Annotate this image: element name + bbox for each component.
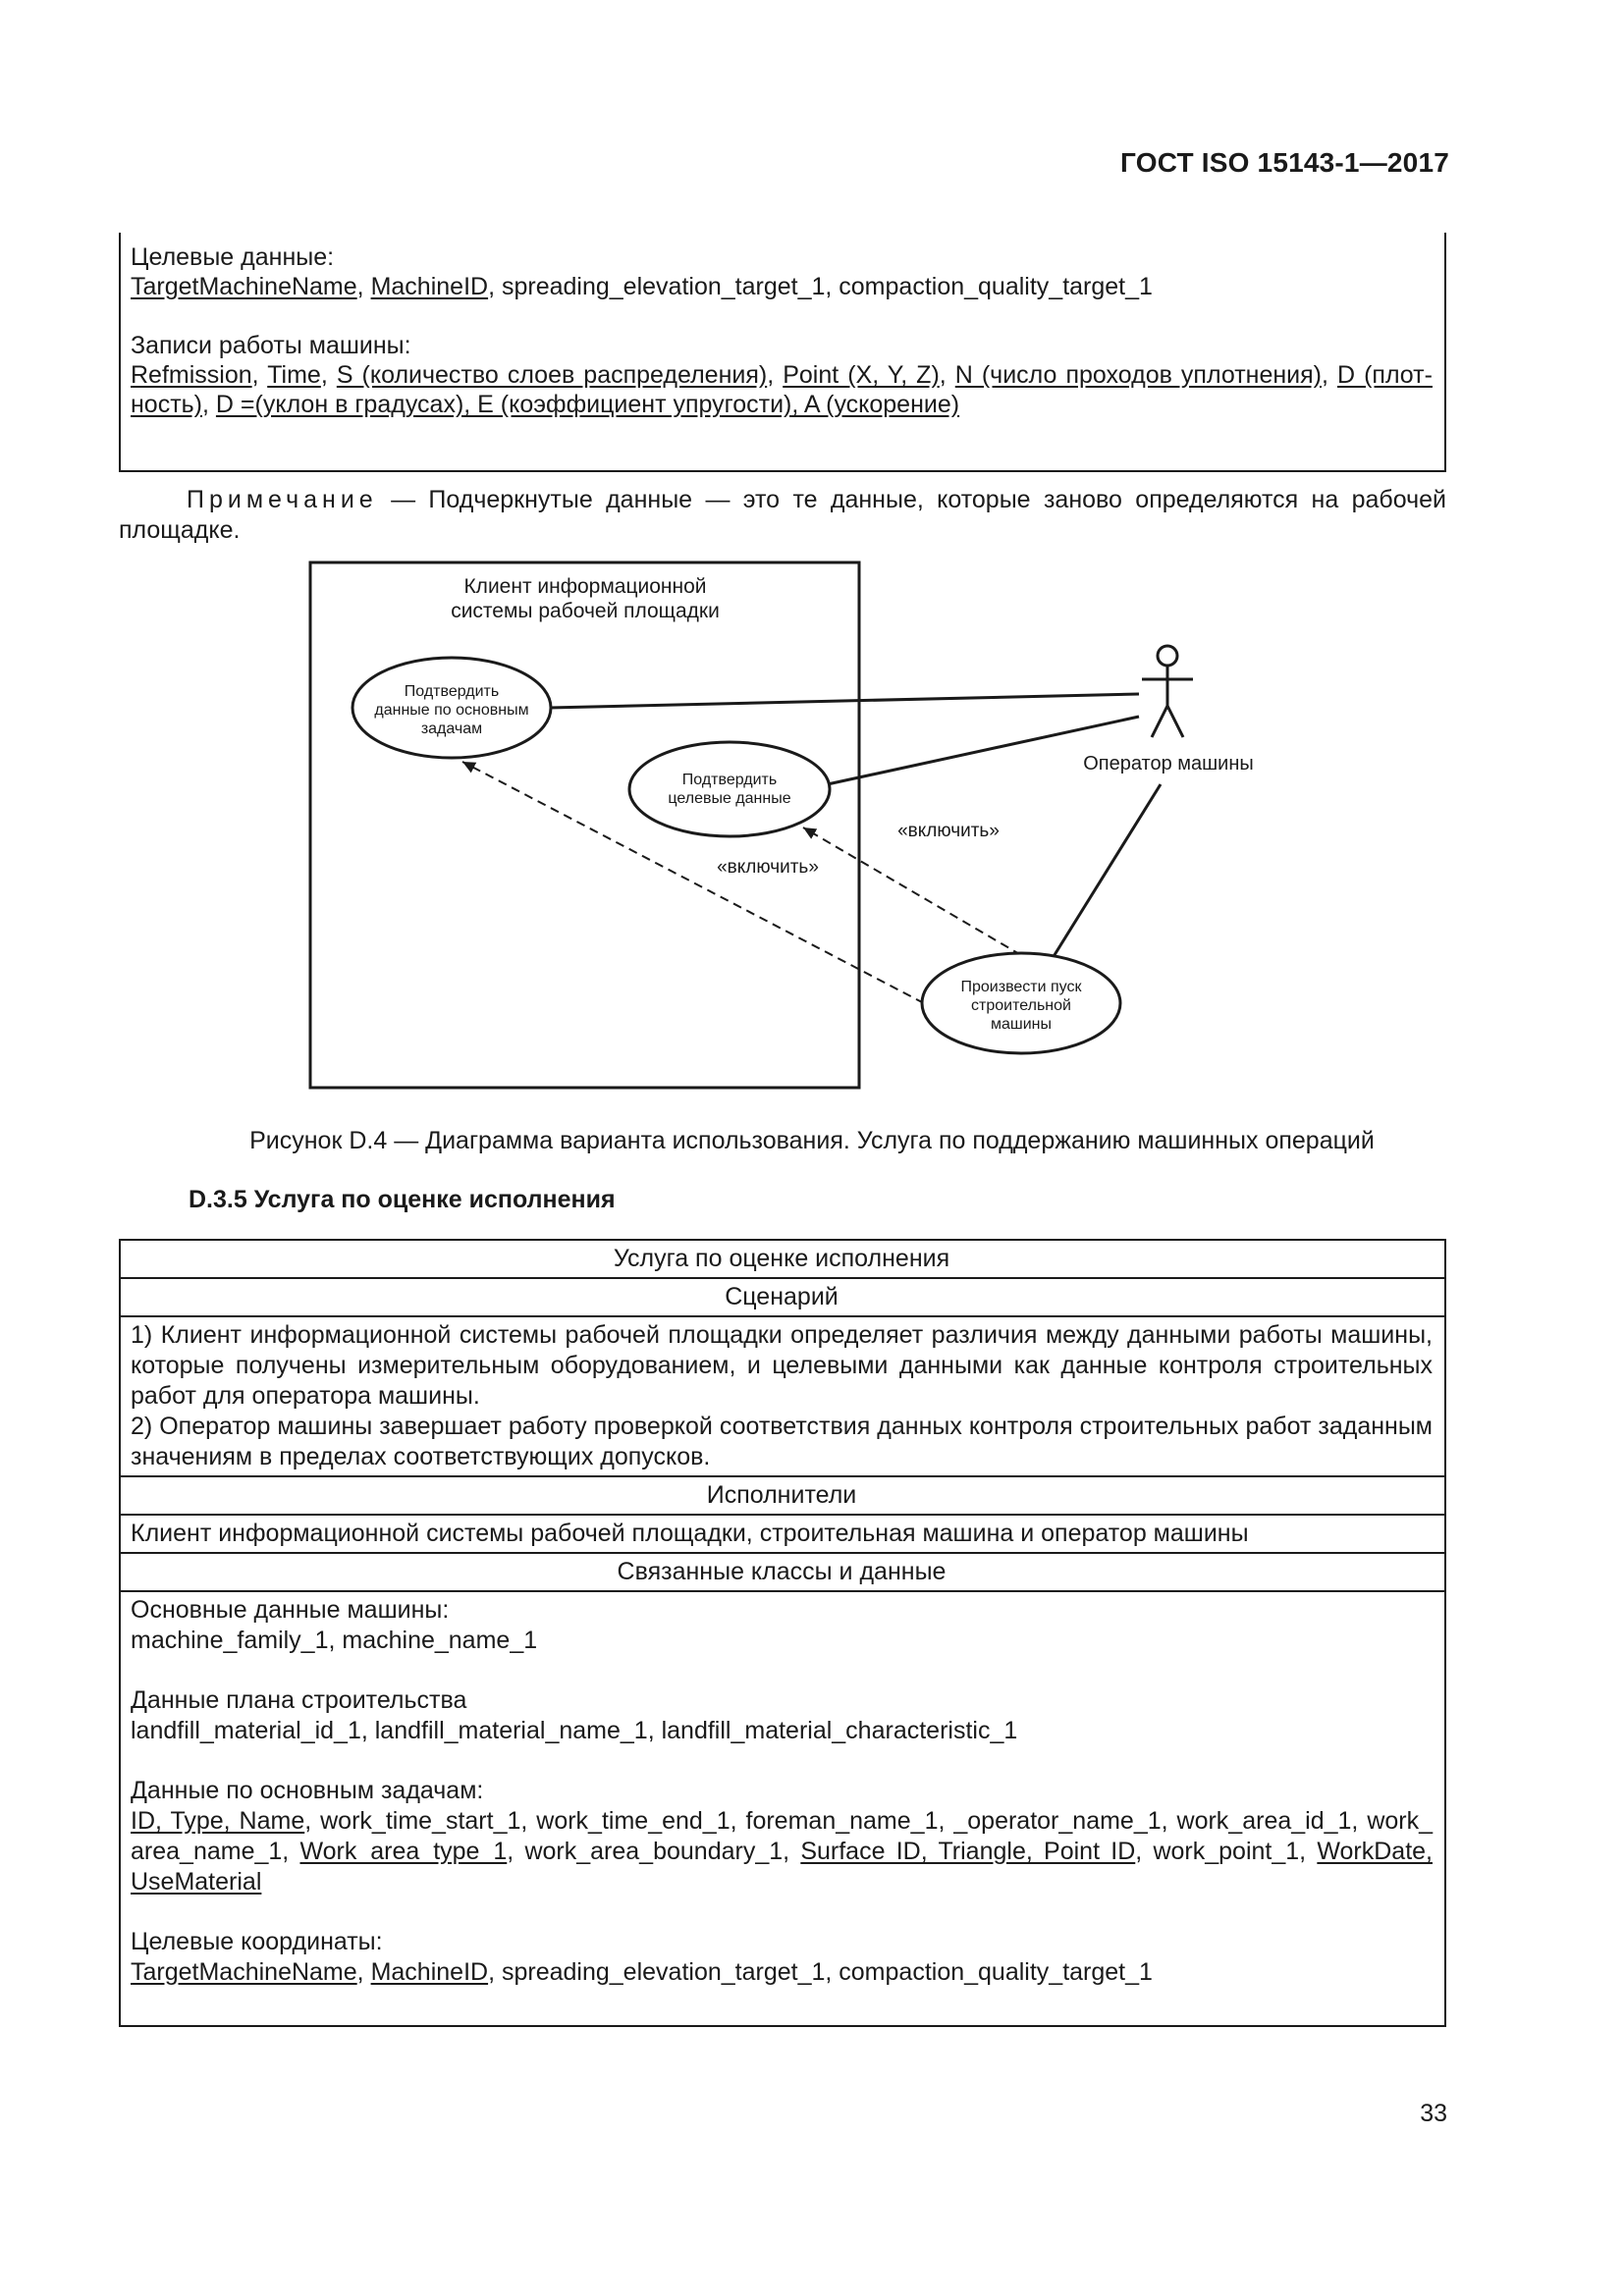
task-data-label: Данные по основным задачам: [131, 1777, 484, 1804]
scenario-header: Сценарий [120, 1278, 1445, 1316]
uc2-line1: Подтвердить [681, 772, 778, 788]
basic-data-label: Основные данные машины: [131, 1596, 450, 1624]
uc1-line2: данные по основным [374, 702, 529, 719]
uc2-line2: целевые данные [668, 790, 791, 807]
system-title-line2: системы рабочей площадки [451, 600, 720, 622]
actors-header: Исполнители [120, 1476, 1445, 1515]
association-line-1 [549, 694, 1139, 708]
include-arrow-2 [803, 828, 1021, 955]
classes-header: Связанные классы и данные [120, 1553, 1445, 1591]
note-text: — Подчеркнутые данные — это те данные, которые заново определяются на рабочей площадке. [119, 486, 1446, 544]
scenario-step-2: 2) Оператор машины завершает работу проверкой соответствия данных контроля строительных работ заданным значениям в пределах соответствующих допусков. [131, 1413, 1433, 1470]
plan-data-label: Данные плана строительства [131, 1686, 467, 1714]
uc3-line1: Произвести пуск [960, 979, 1082, 995]
machine-records-label: Записи работы машины: [131, 332, 411, 359]
system-title-line1: Клиент информационной [463, 575, 707, 598]
uc3-line3: машины [990, 1016, 1053, 1033]
uc1-line3: задачам [420, 721, 483, 737]
page-number: 33 [1420, 2100, 1447, 2127]
include-label-1: «включить» [717, 857, 819, 878]
table-row [120, 1278, 1445, 1316]
scenario-cell [120, 1316, 1445, 1476]
actor-stick-figure-icon [1142, 646, 1193, 737]
section-title: D.3.5 Услуга по оценке исполнения [189, 1186, 616, 1213]
table-row [120, 1591, 1445, 2026]
task-data-values: ID, Type, Name, work_time_start_1, work_time_end_1, foreman_name_1, _operator_name_1, work_area_id_1, work_ area_name_1, Work_area_type_1, work_area_boundary_1, Surface ID, Triangle, Point ID, work_point_1, WorkDate, UseMaterial [131, 1807, 1434, 1896]
table-row [120, 1240, 1445, 1278]
document-header: ГОСТ ISO 15143-1—2017 [1120, 147, 1449, 178]
actor-label: Оператор машины [1083, 753, 1254, 774]
table-title: Услуга по оценке исполнения [120, 1240, 1445, 1278]
uc3-line2: строительной [971, 997, 1071, 1014]
table-row [120, 1476, 1445, 1515]
figure-caption: Рисунок D.4 — Диаграмма варианта использования. Услуга по поддержанию машинных операций [249, 1127, 1375, 1154]
classes-cell [120, 1591, 1445, 2026]
association-line-2 [823, 717, 1139, 785]
table-row [120, 1515, 1445, 1553]
target-data-values: TargetMachineName, MachineID, spreading_elevation_target_1, compaction_quality_target_1 [131, 273, 1153, 300]
actors-text: Клиент информационной системы рабочей площадки, строительная машина и оператор машины [120, 1515, 1445, 1553]
machine-records-values: Refmission, Time, S (количество слоев распределения), Point (X, Y, Z), N (число проходов уплотнения), D (плот-ность), D =(уклон в градусах), E (коэффициент упругости), A (ускорение) [131, 361, 1433, 418]
table-row [120, 1316, 1445, 1476]
scenario-step-1: 1) Клиент информационной системы рабочей площадки определяет различия между данными работы машины, которые получены измерительным оборудованием, и целевыми данными как данные контроля строительных работ для оператора машины. [131, 1321, 1433, 1410]
use-case-diagram [0, 0, 1624, 1109]
note-label: Примечание [187, 486, 378, 513]
use-case-confirm-target-data [629, 742, 830, 836]
uc1-line1: Подтвердить [404, 683, 500, 700]
association-line-3 [1053, 784, 1161, 958]
plan-data-values: landfill_material_id_1, landfill_material_name_1, landfill_material_characteristic_1 [131, 1717, 1018, 1744]
target-coords-values: TargetMachineName, MachineID, spreading_elevation_target_1, compaction_quality_target_1 [131, 1958, 1153, 1986]
basic-data-values: machine_family_1, machine_name_1 [131, 1627, 538, 1654]
performance-evaluation-table [119, 1239, 1446, 2027]
target-data-label: Целевые данные: [131, 243, 335, 271]
table-row [120, 1553, 1445, 1591]
include-label-2: «включить» [897, 821, 1000, 841]
target-coords-label: Целевые координаты: [131, 1928, 383, 1955]
